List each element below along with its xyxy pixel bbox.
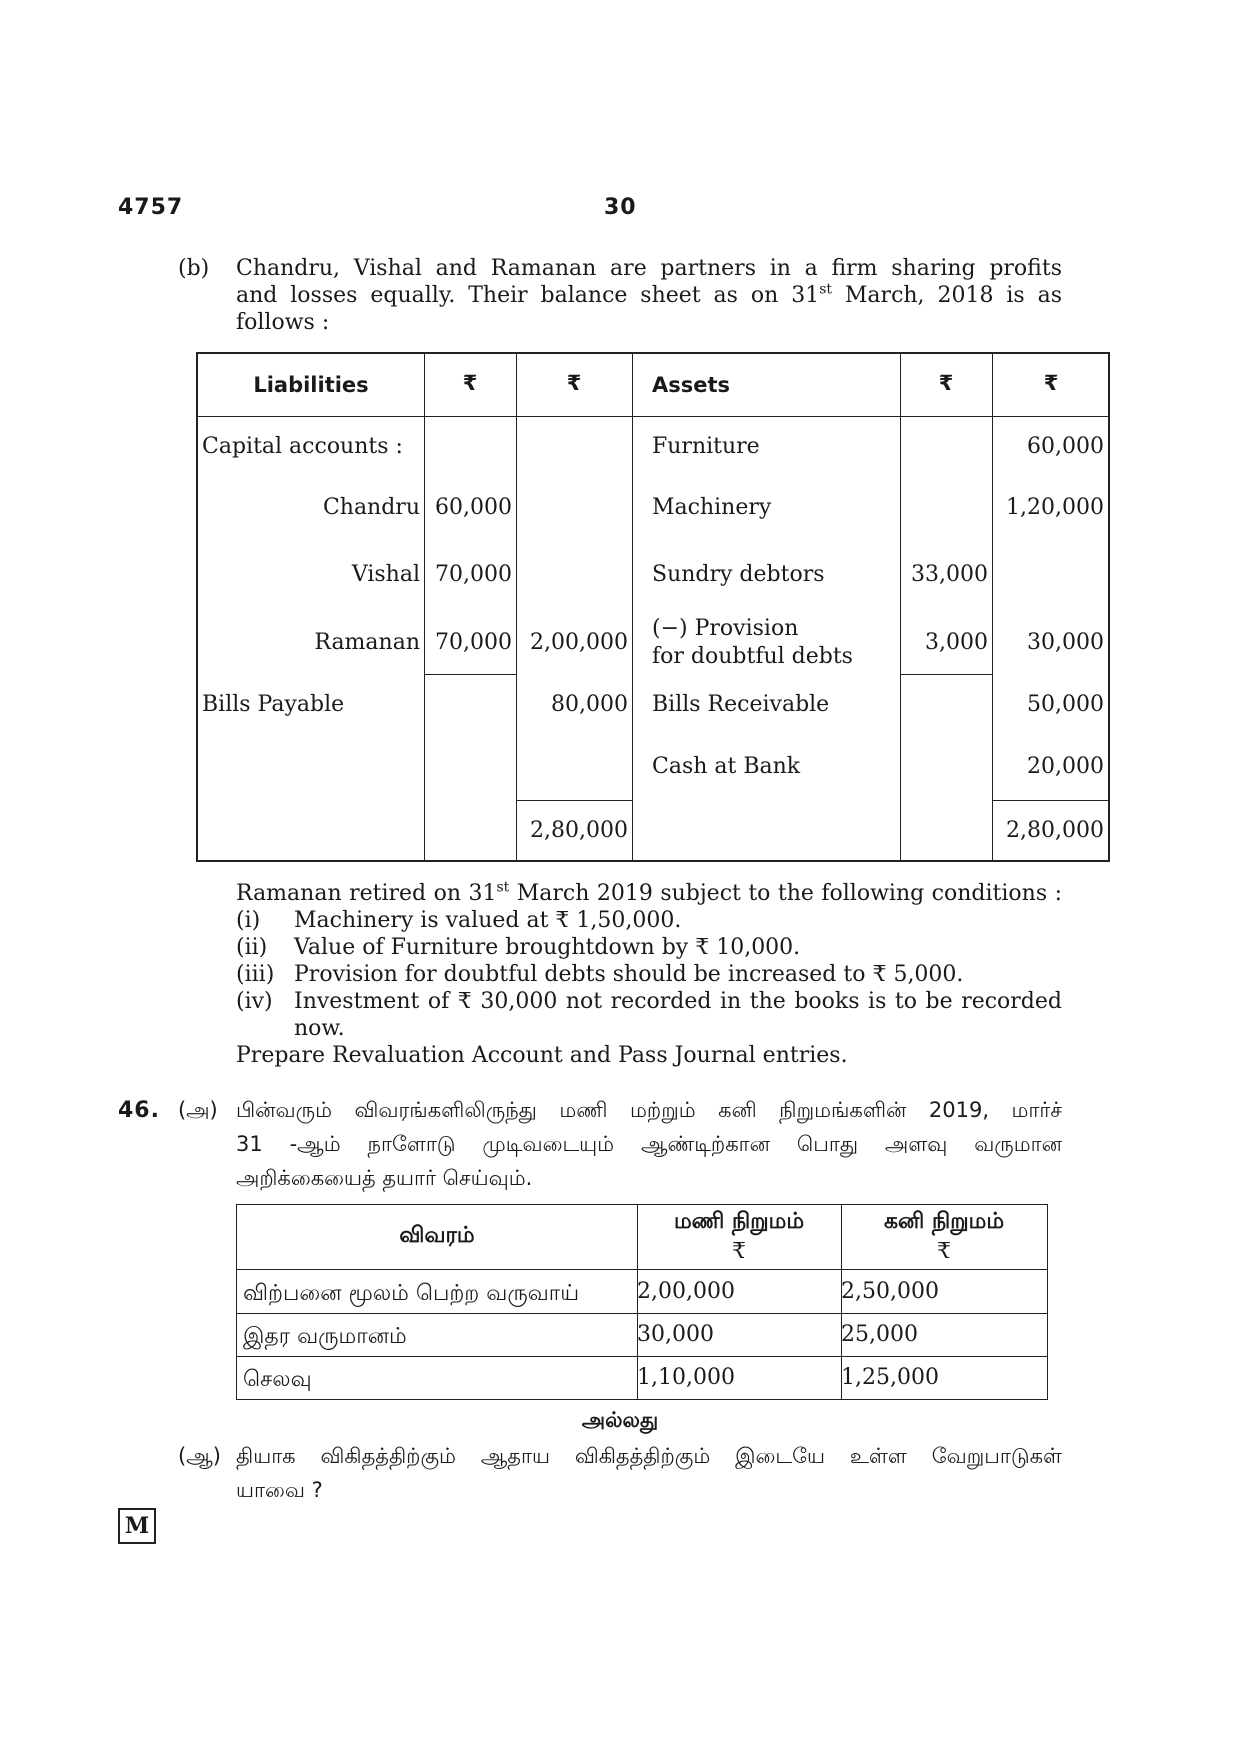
part-b-label: (ஆ) <box>178 1444 221 1468</box>
provision-amount: 3,000 <box>925 630 988 655</box>
cash-at-bank-label: Cash at Bank <box>652 754 801 779</box>
question-part-label: (b) <box>178 256 210 281</box>
provision-label-line2: for doubtful debts <box>652 644 853 669</box>
partner-capital: 70,000 <box>435 562 512 587</box>
question-number: 46. <box>118 1098 160 1123</box>
bills-payable-label: Bills Payable <box>202 692 345 717</box>
liabilities-total: 2,80,000 <box>530 818 628 843</box>
partner-name: Ramanan <box>314 630 420 655</box>
part-a-line-2: 31 -ஆம் நாளோடு முடிவடையும் ஆண்டிற்கான பொது அளவு வருமான <box>236 1132 1062 1156</box>
condition-number: (i) <box>236 908 261 933</box>
partner-name: Chandru <box>322 495 420 520</box>
row-label: செலவு <box>243 1367 312 1392</box>
medium-mark: M <box>124 1513 150 1539</box>
row-label: இதர வருமானம் <box>243 1324 407 1349</box>
common-size-income-table <box>236 1204 1048 1400</box>
provision-label-line1: (−) Provision <box>652 616 799 641</box>
condition-text-continued: now. <box>294 1016 345 1041</box>
condition-text: Value of Furniture broughtdown by ₹ 10,000. <box>294 935 801 960</box>
assets-total: 2,80,000 <box>1006 818 1104 843</box>
kani-value: 1,25,000 <box>841 1365 939 1390</box>
cash-at-bank-amount: 20,000 <box>1027 754 1104 779</box>
paper-code: 4757 <box>118 195 184 220</box>
condition-number: (iii) <box>236 962 275 987</box>
retirement-statement: Ramanan retired on 31st March 2019 subject to the following conditions : <box>236 879 1062 906</box>
partner-capital: 60,000 <box>435 495 512 520</box>
condition-text: Machinery is valued at ₹ 1,50,000. <box>294 908 682 933</box>
intro-line-1: Chandru, Vishal and Ramanan are partners in a firm sharing profits <box>236 256 1062 281</box>
page-number: 30 <box>604 195 637 220</box>
bills-payable-amount: 80,000 <box>551 692 628 717</box>
capital-total: 2,00,000 <box>530 630 628 655</box>
partner-name: Vishal <box>351 562 420 587</box>
mani-header: மணி நிறுமம் <box>673 1209 805 1234</box>
part-b-line-2: யாவை ? <box>236 1478 323 1502</box>
partner-capital: 70,000 <box>435 630 512 655</box>
machinery-amount: 1,20,000 <box>1006 495 1104 520</box>
sundry-debtors-label: Sundry debtors <box>652 562 825 587</box>
rupee-header-1: ₹ <box>462 371 478 395</box>
or-separator: அல்லது <box>581 1408 659 1432</box>
kani-value: 2,50,000 <box>841 1279 939 1304</box>
sundry-debtors-amount: 33,000 <box>911 562 988 587</box>
assets-header: Assets <box>652 373 731 397</box>
rupee-header-4: ₹ <box>1043 371 1059 395</box>
mani-rupee-symbol: ₹ <box>732 1239 746 1264</box>
kani-rupee-symbol: ₹ <box>937 1239 951 1264</box>
intro-line-3: follows : <box>236 310 330 335</box>
liabilities-header: Liabilities <box>253 373 369 397</box>
particulars-header: விவரம் <box>399 1223 475 1248</box>
kani-header: கனி நிறுமம் <box>883 1209 1005 1234</box>
row-label: விற்பனை மூலம் பெற்ற வருவாய் <box>243 1281 580 1306</box>
kani-value: 25,000 <box>841 1322 918 1347</box>
instruction: Prepare Revaluation Account and Pass Journal entries. <box>236 1043 848 1068</box>
part-a-line-3: அறிக்கையைத் தயார் செய்வும். <box>236 1166 533 1190</box>
machinery-label: Machinery <box>652 495 772 520</box>
part-a-label: (அ) <box>178 1098 218 1122</box>
mani-value: 2,00,000 <box>637 1279 735 1304</box>
bills-receivable-label: Bills Receivable <box>652 692 830 717</box>
furniture-label: Furniture <box>652 434 760 459</box>
condition-text: Investment of ₹ 30,000 not recorded in the books is to be recorded <box>294 989 1062 1014</box>
mani-value: 1,10,000 <box>637 1365 735 1390</box>
medium-mark-box <box>118 1508 156 1544</box>
condition-number: (iv) <box>236 989 273 1014</box>
intro-line-2: and losses equally. Their balance sheet as on 31st March, 2018 is as <box>236 281 1062 308</box>
net-debtors-amount: 30,000 <box>1027 630 1104 655</box>
part-b-line-1: தியாக விகிதத்திற்கும் ஆதாய விகிதத்திற்கும் இடையே உள்ள வேறுபாடுகள் <box>236 1444 1062 1468</box>
condition-text: Provision for doubtful debts should be increased to ₹ 5,000. <box>294 962 964 987</box>
rupee-header-2: ₹ <box>566 371 582 395</box>
capital-accounts-label: Capital accounts : <box>202 434 403 459</box>
condition-number: (ii) <box>236 935 268 960</box>
balance-sheet-table <box>196 352 1110 862</box>
mani-value: 30,000 <box>637 1322 714 1347</box>
part-a-line-1: பின்வரும் விவரங்களிலிருந்து மணி மற்றும் கனி நிறுமங்களின் 2019, மார்ச் <box>236 1098 1062 1122</box>
rupee-header-3: ₹ <box>938 371 954 395</box>
furniture-amount: 60,000 <box>1027 434 1104 459</box>
bills-receivable-amount: 50,000 <box>1027 692 1104 717</box>
